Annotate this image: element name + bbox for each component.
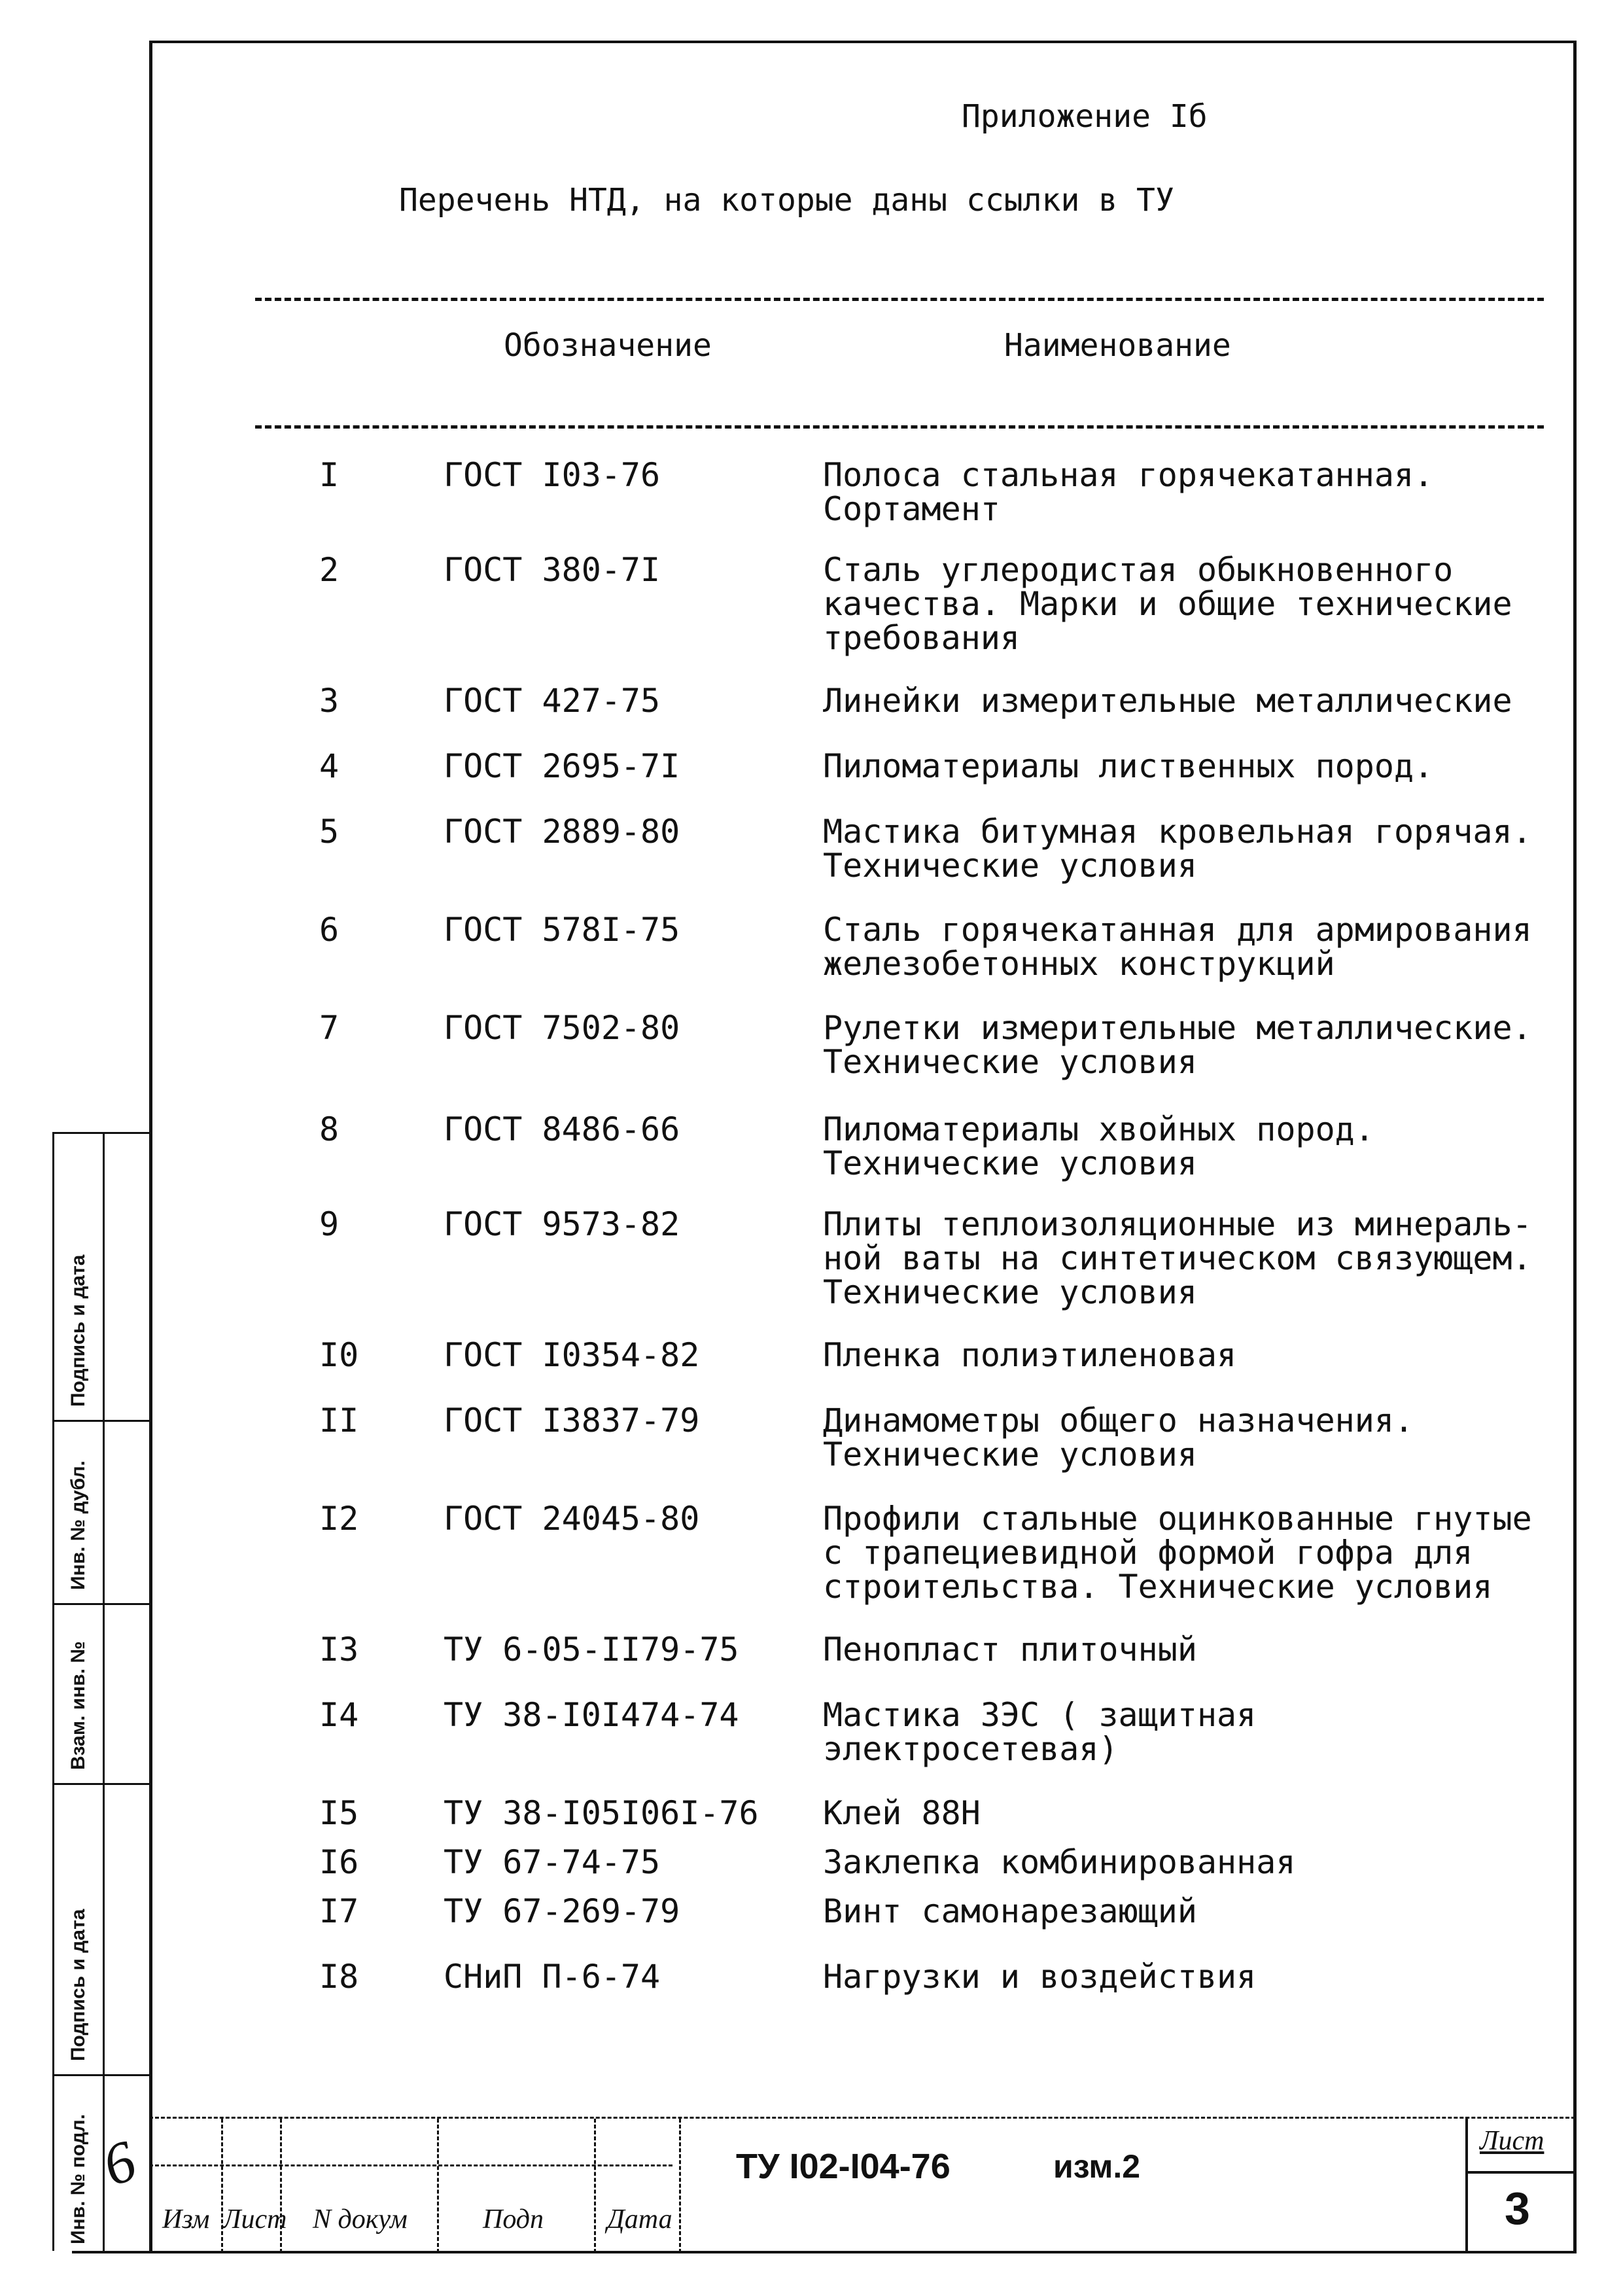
col-izm-label: Изм [162,2204,210,2234]
item-num: I0 [319,1336,359,1374]
item-name: Линейки измерительные металлические [823,682,1512,720]
header-top-rule [255,298,1544,301]
item-name: Сталь углеродистая обыкновенного качества. Марки и общие технические требования [823,551,1512,657]
item-code: ТУ 67-74-75 [444,1843,661,1881]
item-code: ТУ 6-05-II79-75 [444,1631,739,1669]
item-name: Профили стальные оцинкованные гнутые с трапециевидной формой гофра для строительства. Технические условия [823,1500,1532,1606]
item-code: ТУ 67-269-79 [444,1892,680,1930]
item-code: ГОСТ 427-75 [444,682,661,720]
side-stamp [52,1132,151,2251]
item-num: 6 [319,911,340,949]
item-name: Сталь горячекатанная для армирования железобетонных конструкций [823,911,1532,983]
side-cell-divider [54,1420,151,1422]
change-number: изм.2 [1053,2148,1141,2185]
item-code: ТУ 38-I05I06I-76 [444,1794,759,1832]
item-code: ТУ 38-I0I474-74 [444,1696,739,1734]
item-name: Пенопласт плиточный [823,1631,1197,1669]
header-designation: Обозначение [504,327,712,364]
item-num: 4 [319,747,340,785]
item-num: I7 [319,1892,359,1930]
side-dup-inv: Инв. № дубл. [67,1460,89,1590]
item-num: 2 [319,551,340,589]
header-bottom-rule [255,425,1544,429]
side-cell-divider [54,1783,151,1785]
side-stamp-divider [103,1132,105,2251]
item-name: Пиломатериалы лиственных пород. [823,747,1434,785]
item-code: ГОСТ I03-76 [444,456,661,494]
page-title: Перечень НТД, на которые даны ссылки в ТУ [399,182,1174,219]
item-num: I8 [319,1958,359,1996]
item-num: I6 [319,1843,359,1881]
item-num: I3 [319,1631,359,1669]
sheet-label: Лист [1480,2126,1544,2156]
side-sign-date-2: Подпись и дата [67,1909,89,2061]
side-sign-date-1: Подпись и дата [67,1254,89,1407]
title-block-col [594,2119,597,2253]
item-name: Заклепка комбинированная [823,1843,1296,1881]
item-name: Винт самонарезающий [823,1892,1197,1930]
item-code: ГОСТ 24045-80 [444,1500,700,1538]
item-num: 5 [319,813,340,851]
item-num: I2 [319,1500,359,1538]
item-code: ГОСТ 2889-80 [444,813,680,851]
item-num: 9 [319,1205,340,1243]
item-num: 8 [319,1110,340,1148]
frame-right-border [1573,41,1577,2252]
side-cell-divider [54,1603,151,1605]
col-list-label: Лист [222,2204,287,2234]
header-name: Наименование [1004,327,1231,364]
item-code: СНиП П-6-74 [444,1958,661,1996]
item-name: Пиломатериалы хвойных пород. Технические условия [823,1110,1374,1182]
item-num: I4 [319,1696,359,1734]
item-num: I5 [319,1794,359,1832]
col-sign-label: Подп [483,2204,544,2234]
handwritten-number: 6 [94,2128,145,2199]
title-block-col [679,2119,682,2253]
sheet-number: 3 [1505,2183,1530,2234]
item-code: ГОСТ 9573-82 [444,1205,680,1243]
item-name: Динамометры общего назначения. Технические условия [823,1402,1414,1474]
item-num: 3 [319,682,340,720]
col-doc-label: N докум [313,2204,408,2234]
sheet-box-rule [1465,2171,1575,2174]
item-name: Нагрузки и воздействия [823,1958,1257,1996]
item-code: ГОСТ 380-7I [444,551,661,589]
item-num: II [319,1402,359,1439]
item-num: I [319,456,340,494]
item-name: Мастика ЗЭС ( защитная электросетевая) [823,1696,1257,1768]
side-cell-divider [54,1132,151,1134]
item-code: ГОСТ 2695-7I [444,747,680,785]
item-name: Клей 88Н [823,1794,981,1832]
item-num: 7 [319,1009,340,1047]
side-replace-inv: Взам. инв. № [67,1641,89,1770]
side-cell-divider [54,2074,151,2076]
frame-top-border [149,41,1575,43]
document-code: ТУ I02-I04-76 [736,2147,951,2186]
item-code: ГОСТ 8486-66 [444,1110,680,1148]
item-name: Мастика битумная кровельная горячая. Технические условия [823,813,1532,885]
item-code: ГОСТ I3837-79 [444,1402,700,1439]
side-orig-inv: Инв. № подл. [67,2113,89,2244]
item-name: Пленка полиэтиленовая [823,1336,1237,1374]
item-name: Полоса стальная горячекатанная. Сортамент [823,456,1434,528]
appendix-label: Приложение Iб [962,98,1208,135]
title-block-col [437,2119,440,2253]
item-name: Рулетки измерительные металлические. Технические условия [823,1009,1532,1081]
item-code: ГОСТ I0354-82 [444,1336,700,1374]
item-name: Плиты теплоизоляционные из минераль- ной ваты на синтетическом связующем. Технические условия [823,1205,1532,1311]
item-code: ГОСТ 7502-80 [444,1009,680,1047]
col-date-label: Дата [607,2204,672,2234]
item-code: ГОСТ 578I-75 [444,911,680,949]
